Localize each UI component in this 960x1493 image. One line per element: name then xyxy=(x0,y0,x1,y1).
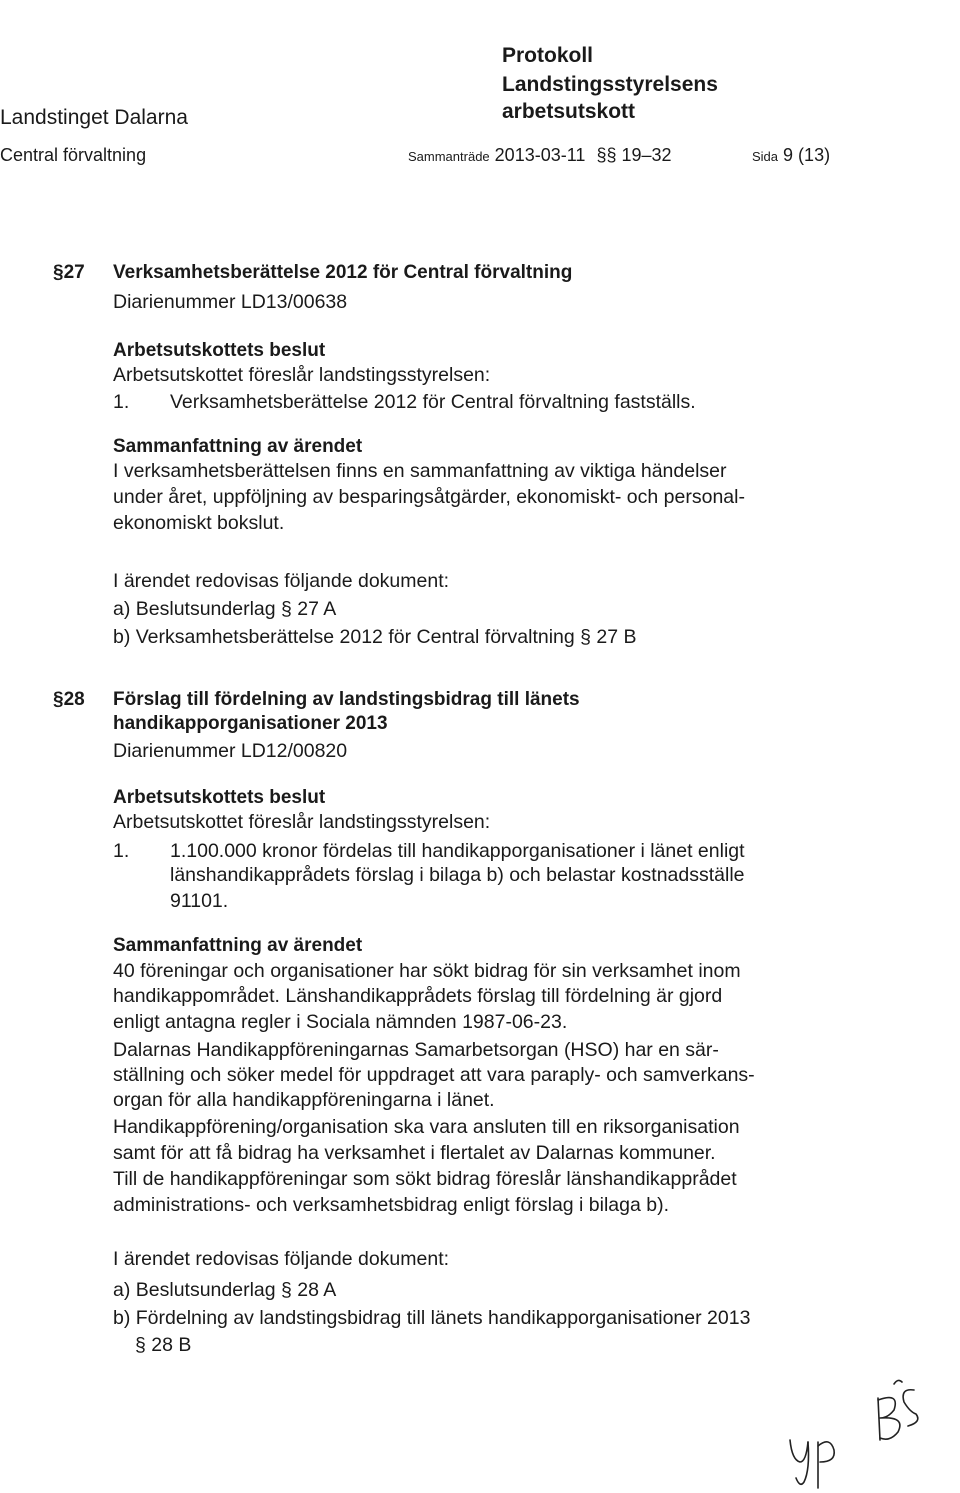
section-title: handikapporganisationer 2013 xyxy=(113,713,388,734)
decision-heading: Arbetsutskottets beslut xyxy=(113,340,326,361)
summary-line: under året, uppföljning av besparingsåtgärder, ekonomiskt- och personal- xyxy=(113,486,745,508)
department-name: Central förvaltning xyxy=(0,145,147,165)
documents-intro: I ärendet redovisas följande dokument: xyxy=(113,1248,450,1270)
section-number: §28 xyxy=(53,689,85,710)
organization-name: Landstinget Dalarna xyxy=(0,106,188,129)
summary-line: organ för alla handikappföreningarna i länet. xyxy=(113,1089,495,1111)
diary-number: Diarienummer LD12/00820 xyxy=(113,740,348,762)
document-item: a) Beslutsunderlag § 28 A xyxy=(113,1279,337,1301)
summary-line: enligt antagna regler i Sociala nämnden 1987-06-23. xyxy=(113,1011,568,1033)
page-info xyxy=(752,143,830,169)
summary-line: Till de handikappföreningar som sökt bidrag föreslår länshandikapprådet xyxy=(113,1168,737,1190)
diary-number: Diarienummer LD13/00638 xyxy=(113,291,348,313)
handwritten-initials xyxy=(782,1370,942,1490)
decision-item-number: 1. xyxy=(113,391,130,413)
decision-heading: Arbetsutskottets beslut xyxy=(113,787,326,808)
decision-item-line: länshandikapprådets förslag i bilaga b) och belastar kostnadsställe xyxy=(170,864,745,886)
meeting-label: Sammanträde xyxy=(408,149,490,164)
section-number: §27 xyxy=(53,262,85,283)
summary-line: Handikappförening/organisation ska vara ansluten till en riksorganisation xyxy=(113,1116,740,1138)
document-item: § 28 B xyxy=(135,1334,192,1356)
summary-heading: Sammanfattning av ärendet xyxy=(113,436,363,457)
decision-item-text: Verksamhetsberättelse 2012 för Central förvaltning fastställs. xyxy=(170,391,696,413)
summary-line: handikappområdet. Länshandikapprådets förslag till fördelning är gjord xyxy=(113,985,723,1007)
summary-heading: Sammanfattning av ärendet xyxy=(113,935,363,956)
document-item: b) Verksamhetsberättelse 2012 för Central förvaltning § 27 B xyxy=(113,626,637,648)
decision-intro: Arbetsutskottet föreslår landstingsstyrelsen: xyxy=(113,364,491,386)
summary-line: ekonomiskt bokslut. xyxy=(113,512,285,534)
document-item: b) Fördelning av landstingsbidrag till länets handikapporganisationer 2013 xyxy=(113,1307,751,1329)
decision-item-line: 1.100.000 kronor fördelas till handikapporganisationer i länet enligt xyxy=(170,840,745,862)
summary-line: administrations- och verksamhetsbidrag enligt förslag i bilaga b). xyxy=(113,1194,670,1216)
meeting-date: 2013-03-11 xyxy=(494,145,586,165)
summary-line: ställning och söker medel för uppdraget att vara paraply- och samverkans- xyxy=(113,1064,755,1086)
meeting-info xyxy=(408,143,672,169)
summary-line: I verksamhetsberättelsen finns en sammanfattning av viktiga händelser xyxy=(113,460,727,482)
document-item: a) Beslutsunderlag § 27 A xyxy=(113,598,337,620)
doc-type: Protokoll xyxy=(502,44,594,67)
page-number: 9 (13) xyxy=(783,145,831,165)
body-line2: arbetsutskott xyxy=(502,100,636,123)
decision-item-number: 1. xyxy=(113,840,130,862)
decision-intro: Arbetsutskottet föreslår landstingsstyrelsen: xyxy=(113,811,491,833)
page-label: Sida xyxy=(752,149,779,164)
section-title: Förslag till fördelning av landstingsbidrag till länets xyxy=(113,689,580,710)
documents-intro: I ärendet redovisas följande dokument: xyxy=(113,570,450,592)
summary-line: Dalarnas Handikappföreningarnas Samarbetsorgan (HSO) har en sär- xyxy=(113,1039,719,1061)
section-title: Verksamhetsberättelse 2012 för Central förvaltning xyxy=(113,262,573,283)
summary-line: 40 föreningar och organisationer har sökt bidrag för sin verksamhet inom xyxy=(113,960,741,982)
paragraph-range: §§ 19–32 xyxy=(596,145,672,165)
summary-line: samt för att få bidrag ha verksamhet i flertalet av Dalarnas kommuner. xyxy=(113,1142,716,1164)
decision-item-line: 91101. xyxy=(170,890,229,912)
body-line1: Landstingsstyrelsens xyxy=(502,73,718,96)
